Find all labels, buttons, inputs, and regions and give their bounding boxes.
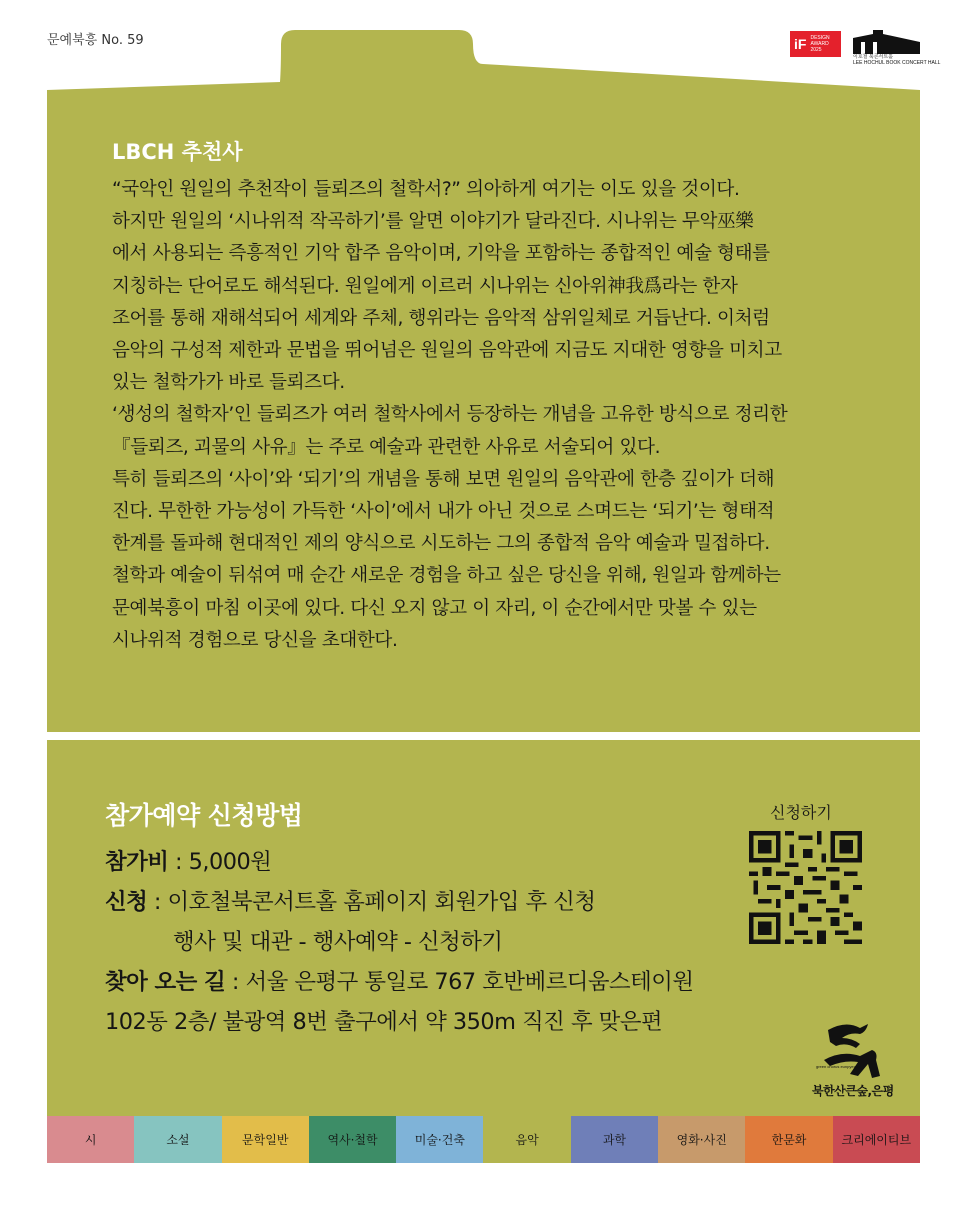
tab-music[interactable]: 음악 [483,1116,570,1163]
tab-art-architecture[interactable]: 미술·건축 [396,1116,483,1163]
recommendation-line: 시나위적 경험으로 당신을 초대한다. [112,629,398,651]
recommendation-line: 에서 사용되는 즉흥적인 기악 합주 음악이며, 기악을 포함하는 종합적인 예술 형태를 [112,243,770,265]
tab-poetry[interactable]: 시 [47,1116,134,1163]
if-logo-mark: iF [794,36,807,52]
recommendation-line: ‘생성의 철학자’인 들뢰즈가 여러 철학사에서 등장하는 개념을 고유한 방식으로 정리한 [112,404,788,426]
recommendation-line: 하지만 원일의 ‘시나위적 작곡하기’를 알면 이야기가 달라진다. 시나위는 무악巫樂 [112,211,754,233]
apply-row [105,882,694,922]
directions-row [105,962,694,1002]
tab-korean-culture[interactable]: 한문화 [745,1116,832,1163]
recommendation-line: “국악인 원일의 추천작이 들뢰즈의 철학서?” 의아하게 여기는 이도 있을 것이다. [112,179,740,200]
series-number: 문예북흥 No. 59 [47,33,144,48]
recommendation-line: 있는 철학가가 바로 들뢰즈다. [112,372,345,394]
recommendation-line: 지칭하는 단어로도 해석된다. 원일에게 이르러 시나위는 신아위神我爲라는 한자 [112,275,738,297]
tab-history-philosophy[interactable]: 역사·철학 [309,1116,396,1163]
tab-literature[interactable]: 문학일반 [222,1116,309,1163]
reservation-info [105,796,694,1042]
apply-path: 행사 및 대관 - 행사예약 - 신청하기 [173,929,503,955]
fee-label: 참가비 [105,849,169,875]
apply-value: : 이호철북콘서트홀 홈페이지 회원가입 후 신청 [147,889,596,915]
recommendation-line: 문예북흥이 마침 이곳에 있다. 다신 오지 않고 이 자리, 이 순간에서만 맛볼 수 있는 [112,597,757,619]
directions-label: 찾아 오는 길 [105,969,226,995]
tab-science[interactable]: 과학 [571,1116,658,1163]
recommendation-section [112,136,872,657]
directions-value: : 서울 은평구 통일로 767 호반베르디움스테이원 [225,969,694,995]
fee-value: : 5,000원 [168,849,272,875]
recommendation-line: 한계를 돌파해 현대적인 제의 양식으로 시도하는 그의 종합적 음악 예술과 밀접하다. [112,533,770,555]
recommendation-line: 특히 들뢰즈의 ‘사이’와 ‘되기’의 개념을 통해 보면 원일의 음악관에 한층 깊이가 더해 [112,468,775,490]
reservation-title: 참가예약 신청방법 [105,801,303,830]
directions-detail: 102동 2층/ 불광역 8번 출구에서 약 350m 직진 후 맞은편 [105,1009,663,1035]
hall-logo-en: LEE HOCHUL BOOK CONCERT HALL [853,60,941,66]
recommendation-line: 철학과 예술이 뒤섞여 매 순간 새로운 경험을 하고 싶은 당신을 위해, 원일과 함께하는 [112,565,781,587]
qr-code-icon[interactable] [749,831,862,944]
tab-novel[interactable]: 소설 [134,1116,221,1163]
partner-small-text: green chorus eunpyeong [816,1064,861,1069]
hall-logo-ko: 이호철 북콘서트홀 [853,54,894,60]
recommendation-line: 『들뢰즈, 괴물의 사유』는 주로 예술과 관련한 사유로 서술되어 있다. [112,436,661,458]
recommendation-line: 진다. 무한한 가능성이 가득한 ‘사이’에서 내가 아닌 것으로 스며드는 ‘되기’는 형태적 [112,501,775,523]
recommendation-line: 조어를 통해 재해석되어 세계와 주체, 행위라는 음악적 삼위일체로 거듭난다. 이처럼 [112,307,770,329]
category-tabs [47,1116,920,1163]
qr-label: 신청하기 [770,803,832,822]
tab-film-photo[interactable]: 영화·사진 [658,1116,745,1163]
tab-creative[interactable]: 크리에이티브 [833,1116,920,1163]
recommendation-line: 음악의 구성적 제한과 문법을 뛰어넘은 원일의 음악관에 지금도 지대한 영향을 미치고 [112,340,782,362]
fee-row [105,842,694,882]
recommendation-title: LBCH 추천사 [112,140,243,164]
apply-label: 신청 [105,889,148,915]
if-logo-text: DESIGN AWARD 2025 [810,35,830,53]
partner-name: 북한산큰숲,은평 [812,1084,894,1098]
